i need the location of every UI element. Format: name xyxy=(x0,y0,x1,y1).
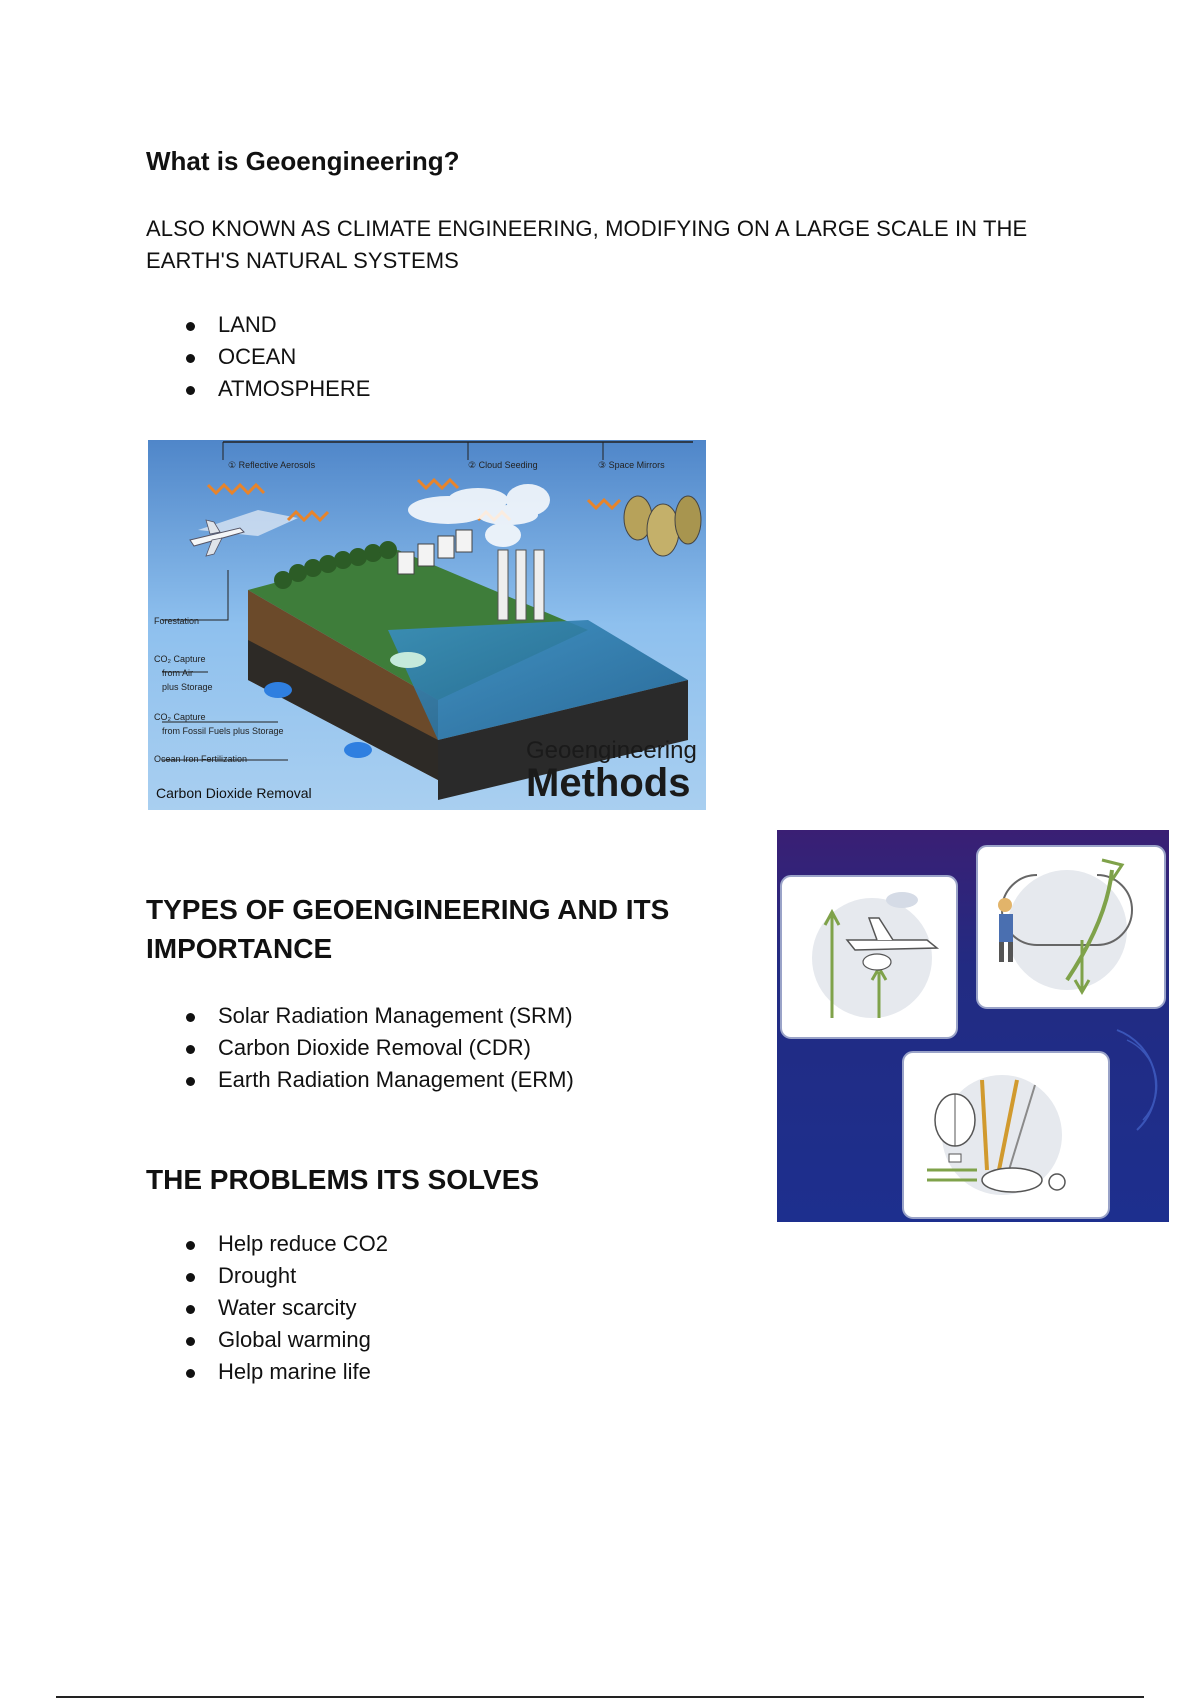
list-item: Drought xyxy=(146,1260,388,1292)
list-item: Carbon Dioxide Removal (CDR) xyxy=(146,1032,574,1064)
list-item: OCEAN xyxy=(146,341,370,373)
panel-balloon-icon xyxy=(903,1052,1109,1218)
intro-paragraph: ALSO KNOWN AS CLIMATE ENGINEERING, MODIFYING ON A LARGE SCALE IN THE EARTH'S NATURAL SYSTEMS xyxy=(146,216,1028,273)
panel-aircraft-icon xyxy=(781,876,957,1038)
label-reflective-aerosols: ① Reflective Aerosols xyxy=(228,460,316,470)
label-co2-capture-fossil-2: from Fossil Fuels plus Storage xyxy=(162,726,284,736)
label-co2-capture-air-3: plus Storage xyxy=(162,682,213,692)
geoengineering-methods-figure xyxy=(148,440,706,810)
label-co2-capture-air-2: from Air xyxy=(162,668,194,678)
label-space-mirrors: ③ Space Mirrors xyxy=(598,460,665,470)
panel-engineer-icon xyxy=(977,846,1165,1008)
footer-rule xyxy=(56,1696,1144,1698)
label-carbon-dioxide-removal: Carbon Dioxide Removal xyxy=(156,785,312,801)
label-ocean-iron-fertilization: Ocean Iron Fertilization xyxy=(154,754,248,764)
list-item: Water scarcity xyxy=(146,1292,388,1324)
list-item: Solar Radiation Management (SRM) xyxy=(146,1000,574,1032)
problems-list xyxy=(146,1228,388,1388)
heading-what-is-geoengineering: What is Geoengineering? xyxy=(146,146,460,176)
label-cloud-seeding: ② Cloud Seeding xyxy=(468,460,538,470)
geoengineering-types-illustration xyxy=(777,830,1169,1222)
heading-problems-it-solves: THE PROBLEMS ITS SOLVES xyxy=(146,1164,540,1195)
geoengineering-types-list xyxy=(146,1000,574,1096)
label-co2-capture-air-1: CO₂ Capture xyxy=(154,654,206,664)
heading-types-of-geoengineering: TYPES OF GEOENGINEERING AND ITS IMPORTANCE xyxy=(146,894,670,964)
list-item: ATMOSPHERE xyxy=(146,373,370,405)
list-item: LAND xyxy=(146,309,370,341)
earth-systems-list xyxy=(146,309,370,405)
list-item: Global warming xyxy=(146,1324,388,1356)
figure-title-line1: Geoengineering xyxy=(526,737,697,764)
label-forestation: Forestation xyxy=(154,616,200,626)
list-item: Help reduce CO2 xyxy=(146,1228,388,1260)
figure-title-line2: Methods xyxy=(526,761,691,805)
list-item: Help marine life xyxy=(146,1356,388,1388)
list-item: Earth Radiation Management (ERM) xyxy=(146,1064,574,1096)
label-co2-capture-fossil-1: CO₂ Capture xyxy=(154,712,206,722)
